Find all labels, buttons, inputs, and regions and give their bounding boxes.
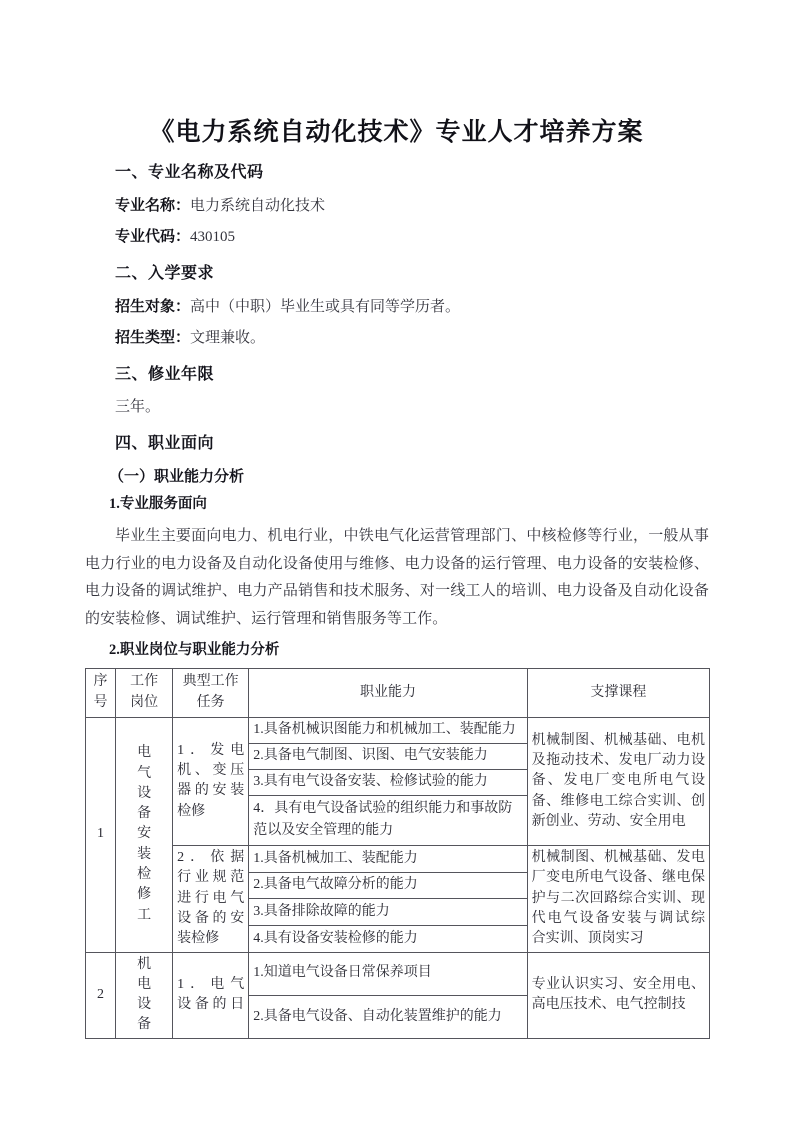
field-major-code-value: 430105 [190, 229, 236, 246]
cell-task-line: 进行电气 [177, 890, 245, 906]
field-major-name-label: 专业名称： [115, 197, 191, 214]
cell-post-char: 电 [137, 976, 152, 992]
cell-seq: 2 [86, 952, 116, 1038]
table-row [86, 952, 710, 995]
cell-seq: 1 [86, 717, 116, 952]
cell-ability: 3.具有电气设备安装、检修试验的能力 [249, 769, 527, 795]
cell-post-char: 修 [137, 887, 152, 903]
cell-course [527, 846, 709, 952]
cell-ability: 2.具备电气制图、识图、电气安装能力 [249, 743, 527, 769]
cell-ability: 2.具备电气故障分析的能力 [249, 872, 527, 899]
cell-post-char: 机 [137, 956, 152, 972]
cell-course [527, 952, 709, 1038]
field-major-code-label: 专业代码： [115, 229, 191, 246]
cell-post-char: 检 [137, 867, 152, 883]
field-major-name-value: 电力系统自动化技术 [190, 197, 326, 214]
cell-post-char: 备 [137, 806, 152, 822]
cell-course-line: 合实训、顶岗实习 [531, 931, 644, 947]
field-admission-type [85, 318, 709, 350]
service-orientation-paragraph: 毕业生主要面向电力、机电行业，中铁电气化运营管理部门、中核检修等行业，一般从事电力行业的电力设备及自动化设备使用与维修、电力设备的运行管理、电力设备的安装检修、电力设备的调试维护、电力产品销售和技术服务、对一线工人的培训、电力设备及自动化设备的安装检修、调试维护、运行管理和销售服务等工作。 [85, 527, 709, 628]
cell-course-line: 新创业、劳动、安全用电 [531, 813, 686, 829]
cell-post-char: 装 [137, 846, 152, 862]
section-heading-3: 三、修业年限 [115, 365, 215, 383]
cell-post-char: 电 [137, 745, 152, 761]
cell-task-line: 机、变压 [177, 763, 245, 779]
cell-course-line: 及拖动技术、发电厂动力设 [531, 752, 705, 768]
subsection-heading-post-ability: 2.职业岗位与职业能力分析 [109, 641, 280, 658]
job-ability-table [85, 668, 710, 1039]
field-major-name [85, 186, 709, 218]
cell-task-line: 1．发电 [177, 742, 245, 758]
cell-task-line: 装检修 [177, 931, 220, 947]
subsection-heading-career-ability: （一）职业能力分析 [109, 468, 245, 485]
subsection-heading-service-orientation: 1.专业服务面向 [109, 496, 207, 513]
table-header-seq [86, 668, 116, 717]
cell-task [173, 846, 249, 952]
cell-course-line: 机械制图、机械基础、发电 [531, 850, 705, 866]
cell-post-char: 气 [137, 765, 152, 781]
cell-course [527, 717, 709, 845]
section-heading-1: 一、专业名称及代码 [115, 164, 264, 181]
cell-task-line: 设备的日 [177, 997, 245, 1013]
cell-post-char: 设 [137, 997, 152, 1013]
cell-course-line: 代电气设备安装与调试综 [531, 910, 705, 926]
cell-task-line: 器的安装 [177, 783, 245, 799]
field-admission-type-label: 招生类型： [115, 330, 191, 347]
cell-course-line: 高电压技术、电气控制技 [531, 997, 686, 1013]
table-header-task [173, 668, 249, 717]
table-header-post-line2: 岗位 [130, 694, 159, 710]
study-duration-value: 三年。 [115, 399, 161, 416]
section-heading-4: 四、职业面向 [115, 434, 215, 452]
cell-post-char: 工 [137, 907, 152, 923]
cell-ability: 1.具备机械加工、装配能力 [249, 846, 527, 873]
table-header-post [116, 668, 173, 717]
table-header-post-line1: 工作 [130, 674, 159, 690]
cell-course-line: 专业认识实习、安全用电、 [531, 976, 705, 992]
cell-ability: 4．具有电气设备试验的组织能力和事故防范以及安全管理的能力 [249, 795, 527, 845]
cell-task-line: 设备的安 [177, 910, 245, 926]
cell-ability: 1.具备机械识图能力和机械加工、装配能力 [249, 717, 527, 743]
field-major-code [85, 217, 709, 249]
cell-course-line: 厂变电所电气设备、继电保 [531, 870, 705, 886]
cell-post [116, 952, 173, 1038]
cell-ability: 2.具备电气设备、自动化装置维护的能力 [249, 995, 527, 1038]
cell-task [173, 717, 249, 845]
cell-task-line: 行业规范 [177, 870, 245, 886]
table-header-row [86, 668, 710, 717]
cell-course-line: 护与二次回路综合实训、现 [531, 890, 705, 906]
field-admission-target [85, 287, 709, 319]
cell-post [116, 717, 173, 952]
table-header-ability: 职业能力 [249, 668, 527, 717]
section-heading-2: 二、入学要求 [115, 264, 215, 282]
field-admission-target-value: 高中（中职）毕业生或具有同等学历者。 [190, 298, 461, 315]
cell-ability: 1.知道电气设备日常保养项目 [249, 952, 527, 995]
table-header-seq-line1: 序 [93, 674, 108, 690]
cell-ability: 4.具有设备安装检修的能力 [249, 925, 527, 952]
cell-task-line: 1．电气 [177, 976, 245, 992]
cell-task-line: 检修 [177, 803, 206, 819]
field-admission-type-value: 文理兼收。 [190, 330, 266, 347]
cell-course-line: 备、发电厂变电所电气设 [531, 773, 705, 789]
table-header-course: 支撑课程 [527, 668, 709, 717]
cell-post-char: 设 [137, 785, 152, 801]
cell-task-line: 2．依据 [177, 850, 245, 866]
cell-course-line: 机械制图、机械基础、电机 [531, 732, 705, 748]
document-body [0, 148, 793, 1039]
table-header-task-line2: 任务 [196, 694, 225, 710]
cell-post-char: 安 [137, 826, 152, 842]
table-header-task-line1: 典型工作 [182, 674, 239, 690]
cell-course-line: 备、维修电工综合实训、创 [531, 793, 705, 809]
table-header-seq-line2: 号 [93, 694, 108, 710]
cell-ability: 3.具备排除故障的能力 [249, 899, 527, 926]
page-title: 《电力系统自动化技术》专业人才培养方案 [149, 119, 644, 146]
table-row [86, 717, 710, 743]
field-admission-target-label: 招生对象： [115, 298, 191, 315]
cell-task [173, 952, 249, 1038]
table-row [86, 846, 710, 873]
cell-post-char: 备 [137, 1017, 152, 1033]
